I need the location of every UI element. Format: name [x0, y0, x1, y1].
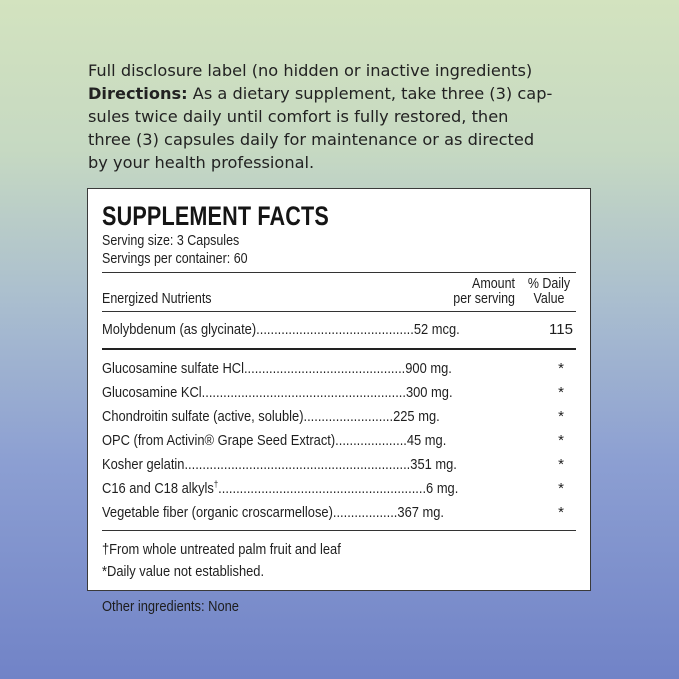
nutrient-dv: *: [558, 504, 564, 521]
nutrient-text: OPC (from Activin® Grape Seed Extract)....................45 mg.: [102, 432, 447, 449]
col-amount-line-2: per serving: [453, 291, 515, 307]
column-rule: [102, 311, 576, 312]
nutrient-text: Glucosamine KCl.........................................................300 mg.: [102, 384, 453, 401]
directions-line-3: three (3) capsules daily for maintenance or as directed: [88, 130, 535, 149]
col-nutrients: Energized Nutrients: [102, 291, 212, 307]
nutrient-dv: *: [558, 432, 564, 449]
other-ingredients: Other ingredients: None: [102, 598, 239, 615]
header-rule: [102, 272, 576, 273]
col-amount: [444, 277, 515, 307]
directions-label: Directions:: [88, 84, 188, 103]
alkyls-amount: ..........................................................6 mg.: [218, 480, 459, 497]
directions-line-2: sules twice daily until comfort is fully restored, then: [88, 107, 509, 126]
section-rule: [102, 348, 576, 350]
serving-size: Serving size: 3 Capsules: [102, 233, 240, 249]
footnote-palm: †From whole untreated palm fruit and leaf: [102, 541, 341, 558]
nutrient-text: Molybdenum (as glycinate)............................................52 mcg.: [102, 321, 460, 338]
footer-rule: [102, 530, 576, 531]
facts-title: SUPPLEMENT FACTS: [102, 201, 329, 231]
alkyls-name: C16 and C18 alkyls: [102, 480, 214, 497]
col-dv-line-1: % Daily: [527, 276, 571, 292]
directions-line-4: by your health professional.: [88, 153, 315, 172]
nutrient-text: Chondroitin sulfate (active, soluble).........................225 mg.: [102, 408, 440, 425]
disclosure-text: Full disclosure label (no hidden or inactive ingredients): [88, 61, 533, 80]
nutrient-dv: *: [558, 480, 564, 497]
nutrient-dv: *: [558, 408, 564, 425]
directions-text-1: As a dietary supplement, take three (3) cap-: [187, 84, 553, 103]
col-dv-line-2: Value: [533, 291, 565, 307]
nutrient-text: Vegetable fiber (organic croscarmellose)..................367 mg.: [102, 504, 445, 521]
col-daily-value: [522, 277, 575, 307]
footnote-daily-value: *Daily value not established.: [102, 563, 265, 580]
col-amount-line-1: Amount: [472, 276, 515, 292]
nutrient-text: Glucosamine sulfate HCl.............................................900 mg.: [102, 360, 452, 377]
nutrient-text: Kosher gelatin...............................................................351 mg.: [102, 456, 457, 473]
dagger-mark: †: [213, 479, 219, 489]
nutrient-dv: *: [558, 456, 564, 473]
nutrient-dv: *: [558, 384, 564, 401]
intro-text: [88, 59, 588, 174]
servings-per-container: Servings per container: 60: [102, 251, 248, 267]
directions-line-1: [88, 82, 588, 105]
nutrient-text: [102, 480, 458, 497]
nutrient-dv: *: [558, 360, 564, 377]
nutrient-dv: 115: [549, 321, 573, 338]
supplement-facts-panel: [87, 188, 591, 591]
